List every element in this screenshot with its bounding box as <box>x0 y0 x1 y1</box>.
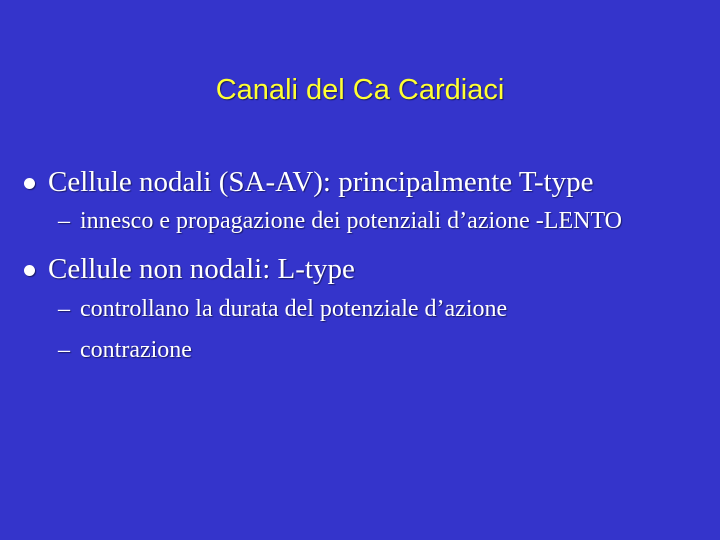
sub-item-text: controllano la durata del potenziale d’azione <box>80 296 508 322</box>
dash-marker: – <box>58 337 70 363</box>
sub-item-text: contrazione <box>80 337 192 363</box>
bullet-text: Cellule non nodali: L-type <box>48 253 355 285</box>
bullet-dot-icon <box>24 265 35 276</box>
bullet-text: Cellule nodali (SA-AV): principalmente T-type <box>48 166 594 198</box>
dash-marker: – <box>58 208 70 234</box>
sub-item-text: innesco e propagazione dei potenziali d’azione -LENTO <box>80 208 623 234</box>
bullet-dot-icon <box>24 178 35 189</box>
slide-title: Canali del Ca Cardiaci <box>215 74 505 106</box>
dash-marker: – <box>58 296 70 322</box>
